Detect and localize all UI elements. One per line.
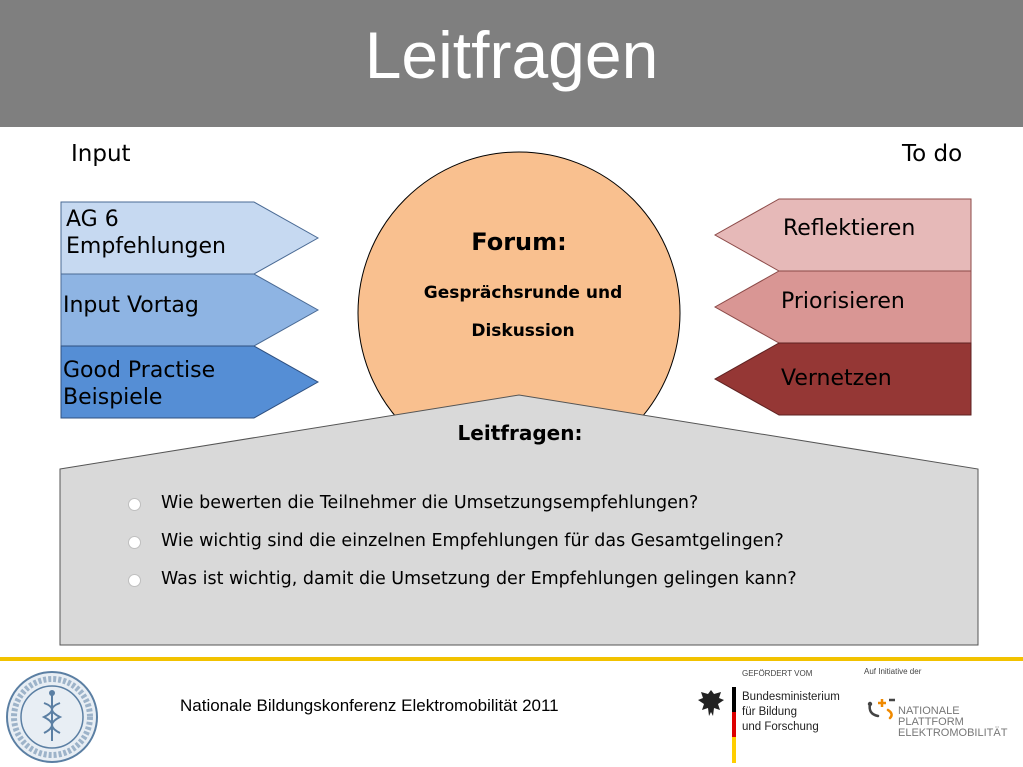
input-item-3: Good Practise Beispiele bbox=[63, 358, 216, 410]
question-item: Wie wichtig sind die einzelnen Empfehlungen für das Gesamtgelingen? bbox=[128, 522, 958, 560]
todo-column-label: To do bbox=[902, 141, 963, 167]
bullet-icon bbox=[128, 536, 141, 549]
initiative-label: Auf Initiative der bbox=[864, 667, 922, 676]
todo-item-1: Reflektieren bbox=[783, 216, 916, 241]
federal-eagle-icon bbox=[697, 688, 725, 720]
platform-name: NATIONALE PLATTFORM ELEKTROMOBILITÄT bbox=[898, 705, 1008, 739]
bullet-icon bbox=[128, 498, 141, 511]
funded-by-label: GEFÖRDERT VOM bbox=[742, 669, 813, 678]
input-column-label: Input bbox=[71, 141, 131, 167]
questions-list bbox=[128, 484, 958, 598]
questions-title: Leitfragen: bbox=[457, 421, 583, 445]
page-title: Leitfragen bbox=[364, 18, 659, 92]
ministry-name: Bundesministerium für Bildung und Forschung bbox=[742, 691, 840, 733]
footer-divider bbox=[0, 657, 1023, 661]
todo-item-3: Vernetzen bbox=[781, 366, 892, 391]
todo-item-2: Priorisieren bbox=[781, 289, 905, 314]
npe-logo-icon bbox=[866, 694, 898, 722]
forum-subtitle: Gesprächsrunde und Diskussion bbox=[423, 283, 623, 341]
forum-title: Forum: bbox=[471, 228, 567, 256]
bullet-icon bbox=[128, 574, 141, 587]
question-item: Was ist wichtig, damit die Umsetzung der Empfehlungen gelingen kann? bbox=[128, 560, 958, 598]
input-item-2: Input Vortag bbox=[63, 293, 199, 318]
question-item: Wie bewerten die Teilnehmer die Umsetzungsempfehlungen? bbox=[128, 484, 958, 522]
conference-name: Nationale Bildungskonferenz Elektromobilität 2011 bbox=[180, 696, 559, 715]
german-flag-bar bbox=[732, 687, 736, 763]
university-seal-icon bbox=[4, 669, 100, 765]
input-item-1: AG 6 Empfehlungen bbox=[66, 207, 226, 259]
